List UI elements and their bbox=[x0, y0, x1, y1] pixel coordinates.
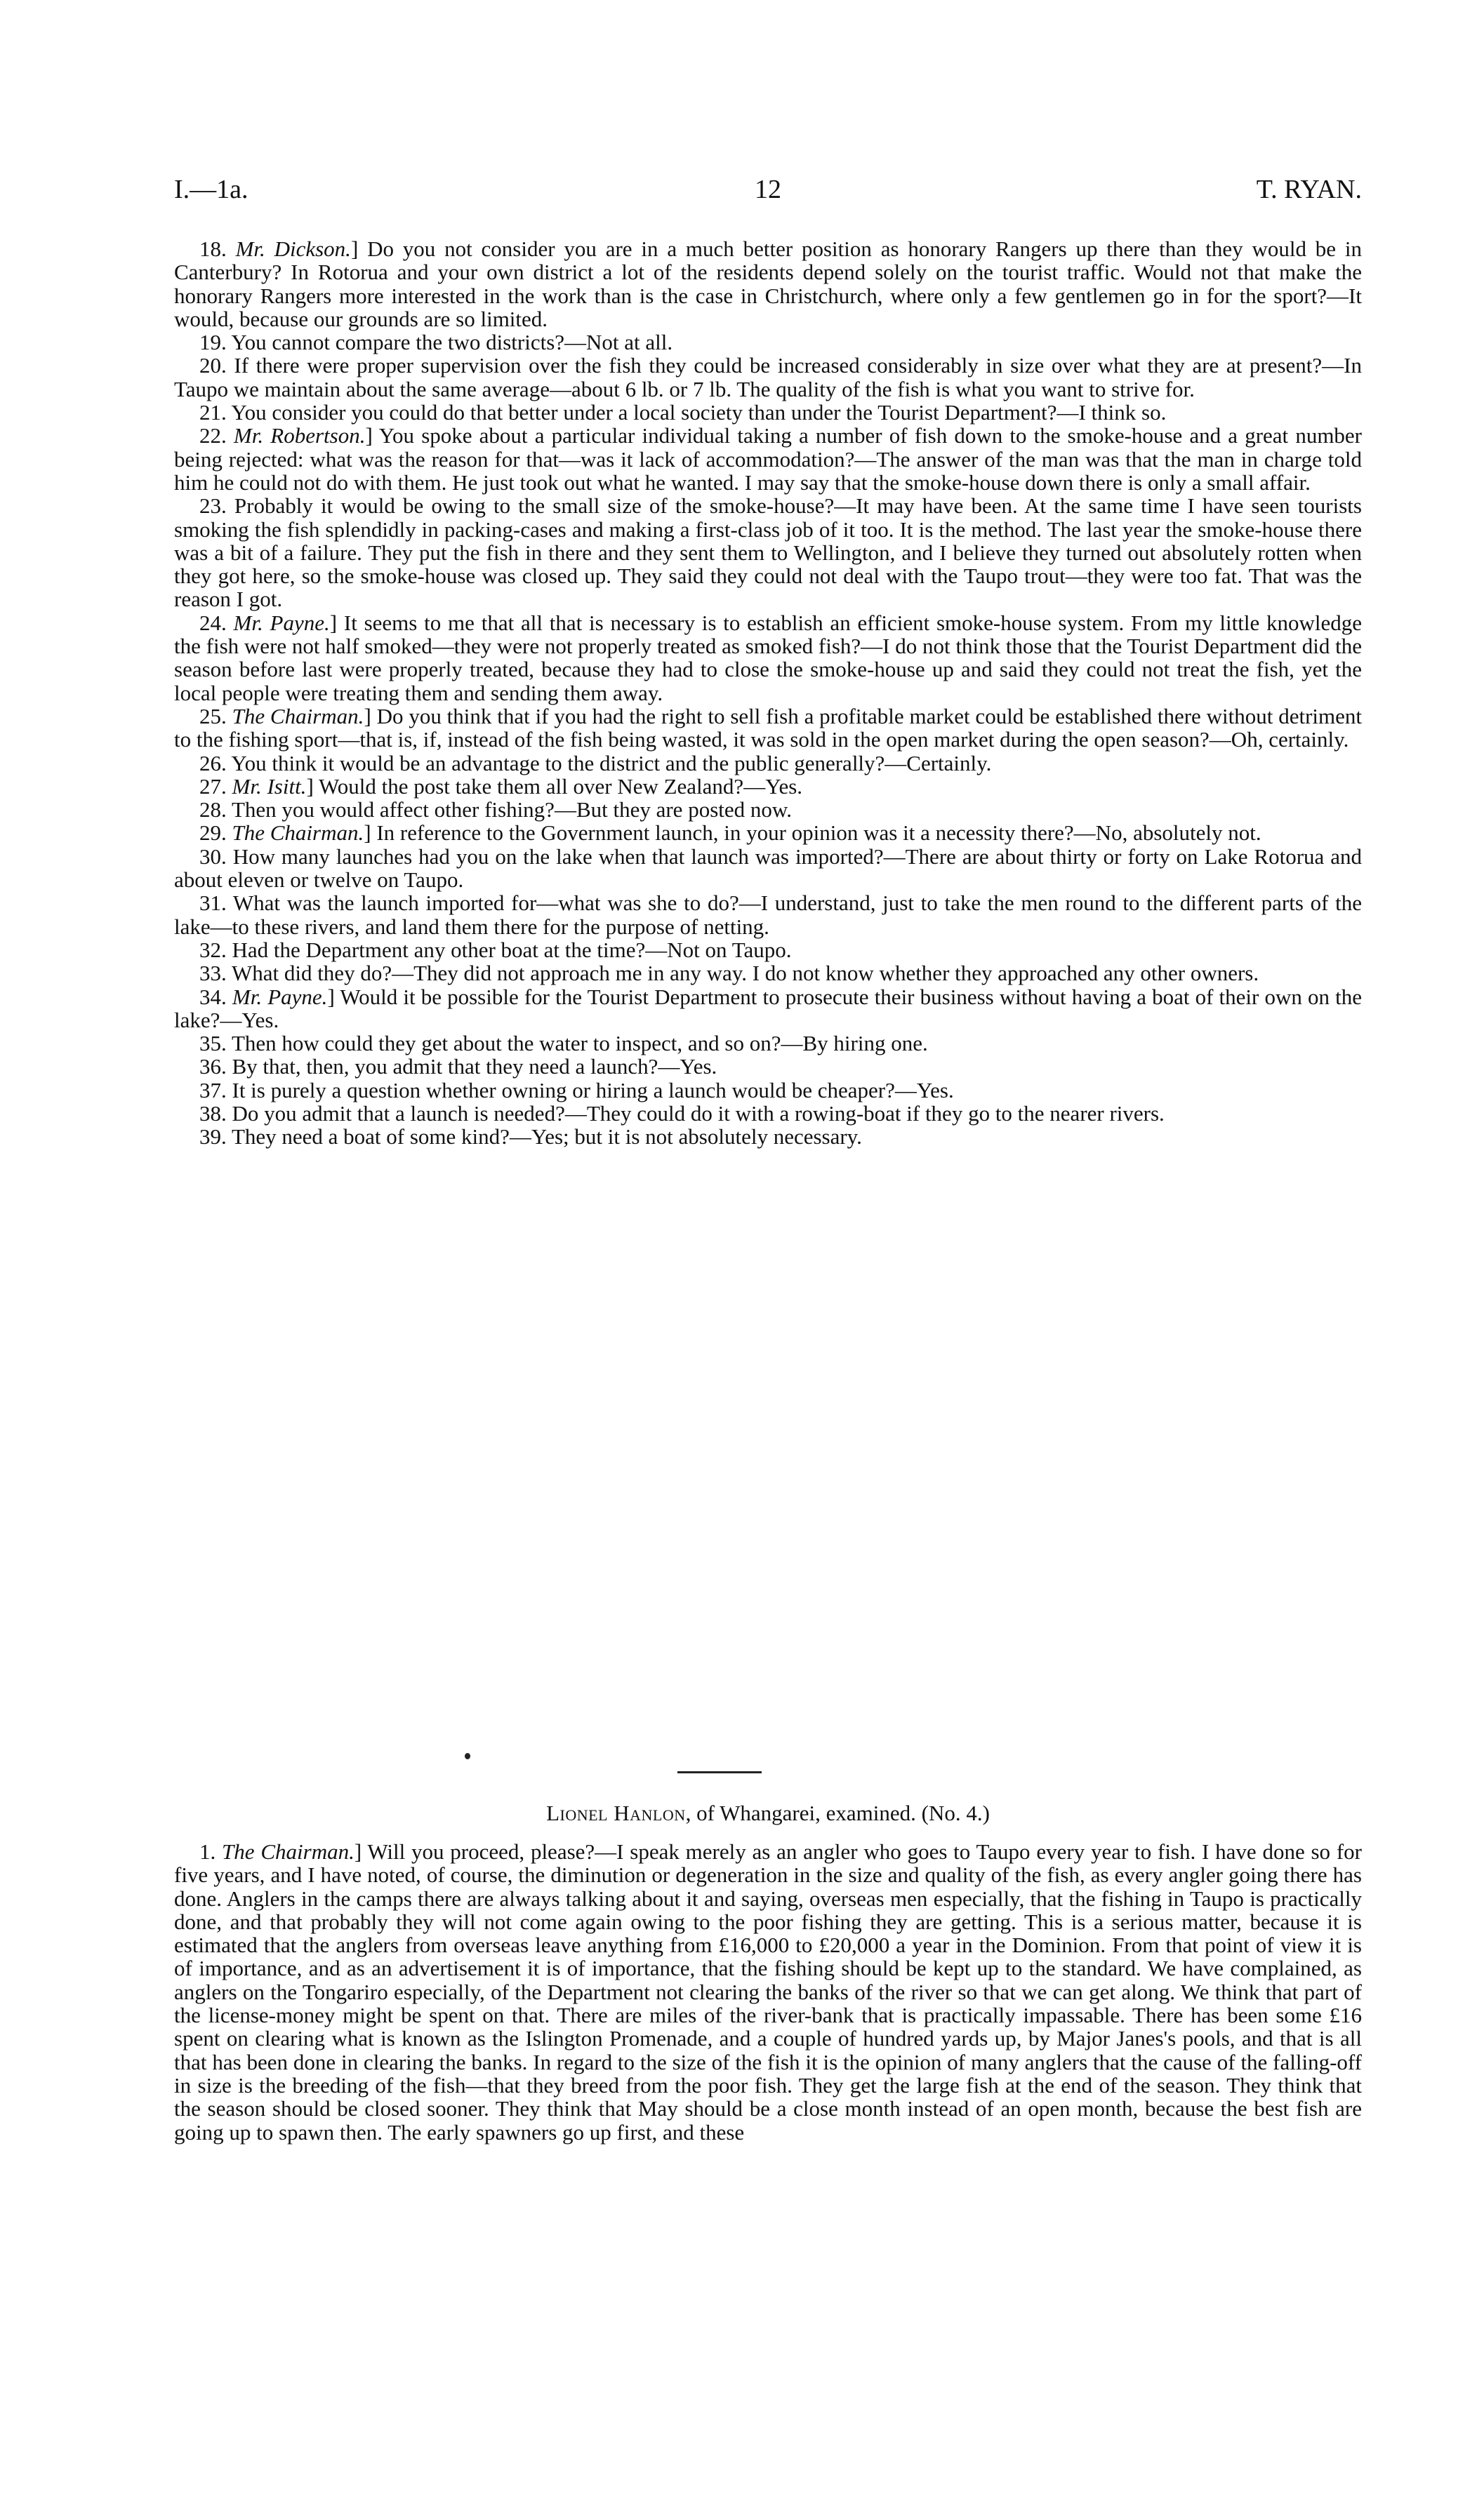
question-text: What was the launch imported for—what was she to do?—I understand, just to take the men round to the different parts of the lake—to these rivers, and land them there for the purpose of netting. bbox=[174, 891, 1362, 939]
question-text: ] You spoke about a particular individual taking a number of fish down to the smoke-house and a great number being rejected: what was the reason for that—was it lack of accommodation?—The answer of the man was that the man in charge told him he could not do with them. He just took out what he wanted. I may say that the smoke-house down there is only a small affair. bbox=[174, 423, 1363, 495]
speaker-name: Mr. Payne. bbox=[233, 610, 330, 635]
question-paragraph bbox=[174, 938, 1362, 961]
question-text: What did they do?—They did not approach me in any way. I do not know whether they approached any other owners. bbox=[231, 961, 1259, 986]
question-paragraph bbox=[174, 1102, 1362, 1125]
question-text: Do you admit that a launch is needed?—They could do it with a rowing-boat if they go to the nearer rivers. bbox=[232, 1100, 1165, 1126]
ink-speck bbox=[465, 1753, 470, 1759]
question-text: If there were proper supervision over the fish they could be increased considerably in size over what they are at present?—In Taupo we maintain about the same average—about 6 lb. or 7 lb. The quality of the fish is what you want to strive for. bbox=[174, 353, 1363, 401]
question-text: They need a boat of some kind?—Yes; but it is not absolutely necessary. bbox=[231, 1124, 862, 1149]
question-number: 37. bbox=[199, 1077, 232, 1102]
question-text: By that, then, you admit that they need a launch?—Yes. bbox=[232, 1054, 717, 1079]
question-number: 27. bbox=[199, 773, 232, 799]
question-number: 25. bbox=[199, 703, 232, 728]
question-number: 29. bbox=[199, 820, 232, 846]
question-text: It is purely a question whether owning or hiring a launch would be cheaper?—Yes. bbox=[232, 1077, 954, 1102]
question-number: 21. bbox=[199, 400, 232, 425]
question-number: 22. bbox=[199, 423, 234, 448]
question-paragraph bbox=[174, 331, 1362, 354]
speaker-name: The Chairman. bbox=[232, 703, 364, 728]
witness-running-head: T. RYAN. bbox=[1256, 175, 1362, 204]
question-text: How many launches had you on the lake when that launch was imported?—There are about thirty or forty on Lake Rotorua and about eleven or twelve on Taupo. bbox=[174, 844, 1362, 893]
paper-reference: I.—1a. bbox=[174, 175, 249, 204]
witness-evidence bbox=[174, 1840, 1362, 2144]
question-number: 23. bbox=[199, 493, 234, 519]
question-number: 30. bbox=[199, 844, 233, 869]
question-text: ] In reference to the Government launch, in your opinion was it a necessity there?—No, absolutely not. bbox=[364, 820, 1261, 846]
question-paragraph bbox=[174, 705, 1362, 752]
question-paragraph bbox=[174, 775, 1362, 798]
question-paragraph bbox=[174, 1055, 1362, 1078]
speaker-name: The Chairman. bbox=[232, 820, 364, 846]
question-paragraph bbox=[174, 354, 1362, 401]
question-paragraph bbox=[174, 821, 1362, 844]
question-paragraph bbox=[174, 237, 1362, 331]
question-number: 1. bbox=[199, 1839, 223, 1864]
question-text: Probably it would be owing to the small size of the smoke-house?—It may have been. At the same time I have seen tourists smoking the fish splendidly in packing-cases and making a first-class job of it too. It is the method. The last year the smoke-house there was a bit of a failure. They put the fish in there and they sent them to Wellington, and I believe they turned out absolutely rotten when they got here, so the smoke-house was closed up. They said they could not deal with the Taupo trout—they were too fat. That was the reason I got. bbox=[174, 493, 1362, 612]
question-text: ] Would it be possible for the Tourist Department to prosecute their business without having a boat of their own on the lake?—Yes. bbox=[174, 984, 1363, 1032]
question-number: 19. bbox=[199, 330, 232, 355]
question-paragraph bbox=[174, 1840, 1362, 2144]
question-text: ] Will you proceed, please?—I speak merely as an angler who goes to Taupo every year to fish. I have done so for five years, and I have noted, of course, the diminution or degeneration in the size and quality of the fish, as every angler going there has done. Anglers in the camps there are always talking about it and saying, overseas men especially, that the fishing in Taupo is practically done, and that probably they will not come again owing to the poor fishing they are getting. This is a serious matter, because it is estimated that the anglers from overseas leave anything from £16,000 to £20,000 a year in the Dominion. From that point of view it is of importance, and as an advertisement it is of importance, that the fishing should be kept up to the standard. We have complained, as anglers on the Tongariro especially, of the Department not clearing the banks of the river so that we can get along. We think that part of the license-money might be spent on that. There are miles of the river-bank that is practically impassable. There has been some £16 spent on clearing what is known as the Islington Promenade, and a couple of hundred yards up, by Major Janes's pools, and that is all that has been done in clearing the banks. In regard to the size of the fish it is the opinion of many anglers that the cause of the falling-off in size is the breeding of the fish—that they breed from the poor fish. They get the large fish at the end of the season. They think that the season should be closed sooner. They think that May should be a close month instead of an open month, because the best fish are going up to spawn then. The early spawners go up first, and these bbox=[174, 1839, 1362, 2145]
speaker-name: Mr. Payne. bbox=[232, 984, 328, 1009]
question-number: 32. bbox=[199, 937, 232, 962]
witness-heading bbox=[174, 1801, 1362, 1826]
page-number: 12 bbox=[755, 175, 781, 204]
question-text: Then how could they get about the water to inspect, and so on?—By hiring one. bbox=[231, 1031, 928, 1056]
question-paragraph bbox=[174, 424, 1362, 494]
question-paragraph bbox=[174, 1125, 1362, 1148]
speaker-name: Mr. Robertson. bbox=[233, 423, 366, 448]
question-text: Had the Department any other boat at the time?—Not on Taupo. bbox=[232, 937, 792, 962]
question-number: 35. bbox=[199, 1031, 232, 1056]
question-text: ] Do you not consider you are in a much better position as honorary Rangers up there than they would be in Canterbury? In Rotorua and your own district a lot of the residents depend solely on the tourist traffic. Would not that make the honorary Rangers more interested in the work than is the case in Christchurch, where only a few gentlemen go in for the sport?—It would, because our grounds are so limited. bbox=[174, 236, 1362, 331]
question-text: ] Would the post take them all over New Zealand?—Yes. bbox=[306, 773, 803, 799]
question-number: 26. bbox=[199, 750, 232, 775]
question-paragraph bbox=[174, 611, 1362, 705]
speaker-name: Mr. Isitt. bbox=[232, 773, 307, 799]
question-number: 31. bbox=[199, 891, 233, 916]
question-paragraph bbox=[174, 798, 1362, 821]
question-number: 33. bbox=[199, 961, 232, 986]
question-number: 34. bbox=[199, 984, 232, 1009]
question-number: 20. bbox=[199, 353, 234, 378]
question-paragraph bbox=[174, 752, 1362, 775]
witness-name: Lionel Hanlon bbox=[546, 1801, 686, 1825]
question-text: ] It seems to me that all that is necessary is to establish an efficient smoke-house system. From my little knowledge the fish were not half smoked—they were not properly treated as smoked fish?—I do not think those that the Tourist Department did the season before last were properly treated, because they had to close the smoke-house up and said they could not treat the fish, yet the local people were treating them and sending them away. bbox=[174, 610, 1363, 705]
question-number: 28. bbox=[199, 797, 232, 822]
question-paragraph bbox=[174, 891, 1362, 938]
question-paragraph bbox=[174, 985, 1362, 1032]
question-paragraph bbox=[174, 401, 1362, 424]
speaker-name: Mr. Dickson. bbox=[235, 236, 351, 261]
evidence-body bbox=[174, 237, 1362, 1149]
page-header bbox=[174, 168, 1362, 211]
question-number: 24. bbox=[199, 610, 234, 635]
question-paragraph bbox=[174, 1079, 1362, 1102]
question-number: 39. bbox=[199, 1124, 232, 1149]
section-divider bbox=[677, 1771, 762, 1773]
question-paragraph bbox=[174, 845, 1362, 892]
witness-details: , of Whangarei, examined. (No. 4.) bbox=[685, 1801, 990, 1825]
question-text: ] Do you think that if you had the right to sell fish a profitable market could be established there without detriment to the fishing sport—that is, if, instead of the fish being wasted, it was sold in the open market during the open season?—Oh, certainly. bbox=[174, 703, 1362, 752]
question-text: You cannot compare the two districts?—Not at all. bbox=[231, 330, 673, 355]
question-paragraph bbox=[174, 1032, 1362, 1055]
question-text: Then you would affect other fishing?—But they are posted now. bbox=[231, 797, 793, 822]
question-number: 36. bbox=[199, 1054, 232, 1079]
speaker-name: The Chairman. bbox=[222, 1839, 355, 1864]
question-text: You consider you could do that better under a local society than under the Tourist Department?—I think so. bbox=[231, 400, 1167, 425]
question-text: You think it would be an advantage to the district and the public generally?—Certainly. bbox=[231, 750, 992, 775]
question-paragraph bbox=[174, 494, 1362, 611]
question-number: 18. bbox=[199, 236, 236, 261]
question-paragraph bbox=[174, 961, 1362, 985]
question-number: 38. bbox=[199, 1100, 232, 1126]
